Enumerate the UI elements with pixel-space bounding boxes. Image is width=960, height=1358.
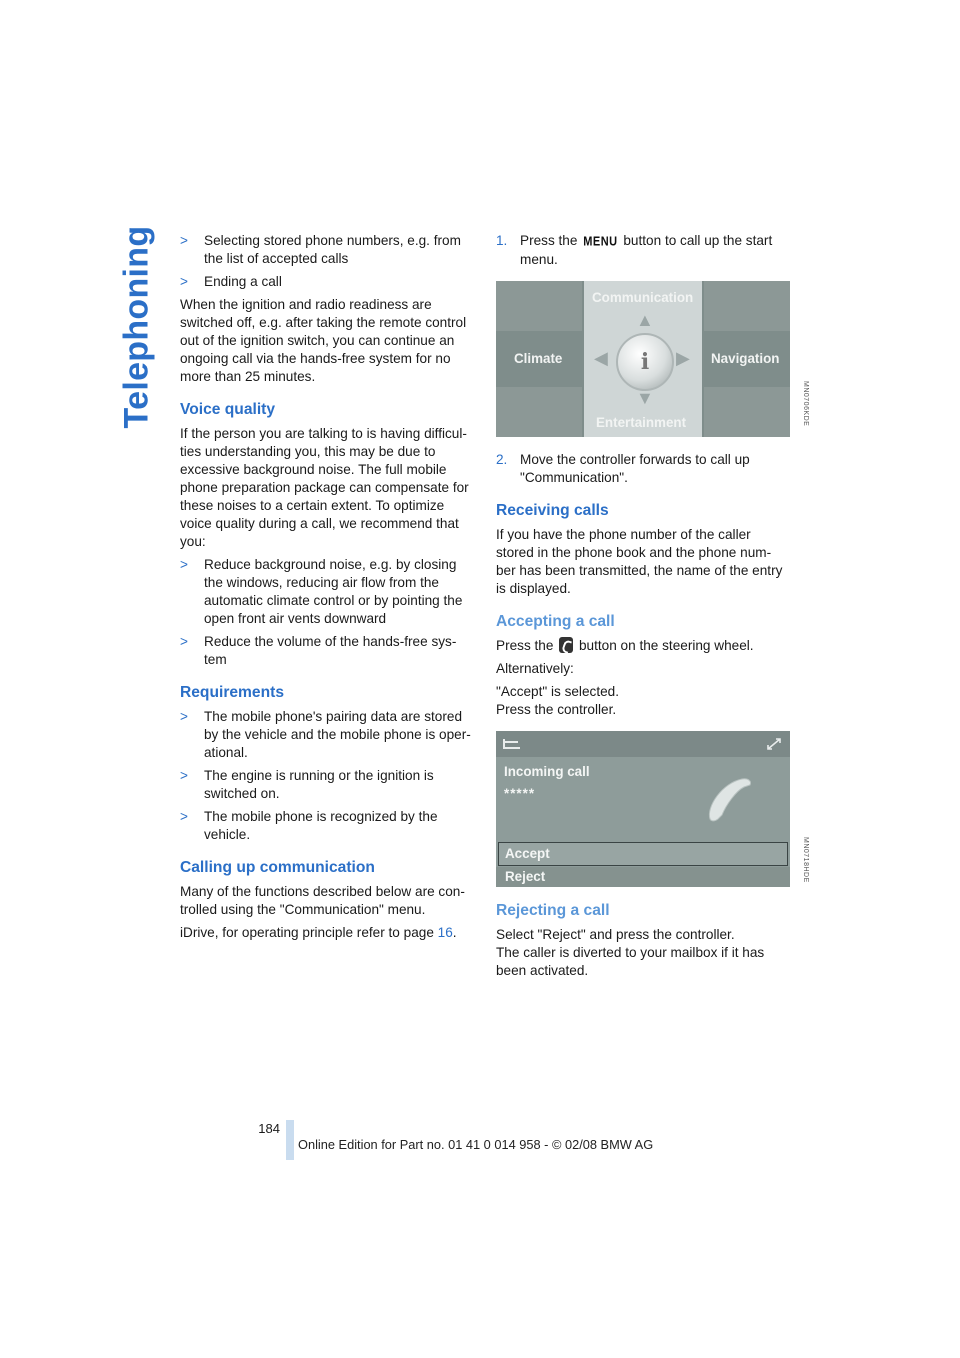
caller-number: *****	[504, 786, 536, 801]
heading-accepting-call: Accepting a call	[496, 613, 615, 630]
paragraph-alternatively: Alternatively:	[496, 661, 574, 676]
menu-communication: Communication	[592, 290, 694, 305]
phone-icon	[559, 637, 573, 653]
menu-entertainment: Entertainment	[596, 415, 687, 430]
right-column	[496, 232, 809, 985]
incoming-call-label: Incoming call	[504, 764, 590, 779]
heading-calling-up: Calling up communication	[180, 859, 375, 876]
left-column	[180, 232, 472, 947]
paragraph-accept-selected: "Accept" is selected.	[496, 684, 619, 699]
paragraph-reject-2: The caller is diverted to your mailbox if it has been activated.	[496, 945, 765, 978]
menu-button-icon: MENU	[583, 234, 618, 250]
reject-label: Reject	[505, 869, 546, 884]
list-item: > The mobile phone's pairing data are stored by the vehicle and the mobile phone is oper- ational.	[180, 709, 471, 760]
paragraph-press-button: Press the button on the steering wheel.	[496, 638, 754, 653]
phone-handset-icon	[704, 775, 756, 823]
list-item: > Reduce the volume of the hands-free sys- tem	[180, 634, 457, 667]
list-item: > Reduce background noise, e.g. by closing the windows, reducing air flow from the automatic climate control or by pointing the open front air vents downward	[180, 557, 463, 626]
menu-navigation: Navigation	[711, 351, 780, 366]
paragraph-press-controller: Press the controller.	[496, 702, 617, 717]
image-code: MN0718HDE	[802, 837, 809, 883]
list-item: > The engine is running or the ignition is switched on.	[180, 768, 434, 801]
paragraph-voice-quality: If the person you are talking to is having difficul- ties understanding you, this may be due to excessive background noise. The full mobile phone preparation package can compensate for these noises to a certain extent. To optimize voice quality during a call, we recommend that you:	[180, 426, 469, 549]
info-icon: i	[616, 333, 674, 391]
paragraph-receiving: If you have the phone number of the caller stored in the phone book and the phone num- ber has been transmitted, the name of the entry is displayed.	[496, 527, 783, 596]
footer-edition: Online Edition for Part no. 01 41 0 014 958 - © 02/08 BMW AG	[298, 1137, 654, 1152]
arrow-left-icon: ◀	[594, 348, 608, 368]
heading-voice-quality: Voice quality	[180, 401, 276, 418]
list-item: > The mobile phone is recognized by the vehicle.	[180, 809, 438, 842]
heading-receiving-calls: Receiving calls	[496, 502, 609, 519]
image-code: MN0706KDE	[802, 381, 809, 427]
page-number: 184	[258, 1121, 280, 1136]
footer-marker	[286, 1120, 294, 1160]
heading-rejecting-call: Rejecting a call	[496, 902, 610, 919]
section-title: Telephoning	[117, 225, 155, 429]
list-item: > Selecting stored phone numbers, e.g. from the list of accepted calls	[180, 233, 461, 266]
options-icon	[764, 735, 784, 753]
paragraph-reject-1: Select "Reject" and press the controller.	[496, 927, 735, 942]
paragraph-calling-up: Many of the functions described below are con- trolled using the "Communication" menu.	[180, 884, 465, 917]
list-item: > Ending a call	[180, 274, 282, 289]
heading-requirements: Requirements	[180, 684, 284, 701]
menu-climate: Climate	[514, 351, 563, 366]
step-1: 1. Press the MENU button to call up the start menu.	[496, 233, 773, 267]
step-2: 2. Move the controller forwards to call up "Communication".	[496, 452, 750, 485]
paragraph-ignition: When the ignition and radio readiness are switched off, e.g. after taking the remote control out of the ignition switch, you can continue an ongoing call via the hands-free system for no more than 25 minutes.	[180, 297, 467, 384]
back-icon	[502, 738, 522, 750]
paragraph-idrive: iDrive, for operating principle refer to page 16.	[180, 925, 457, 940]
accept-label: Accept	[505, 846, 550, 861]
incoming-call-screenshot	[496, 731, 809, 887]
arrow-down-icon: ▼	[636, 388, 654, 408]
start-menu-screenshot	[496, 281, 809, 437]
page-link[interactable]: 16	[437, 925, 453, 940]
arrow-right-icon: ▶	[676, 348, 690, 368]
arrow-up-icon: ▲	[636, 310, 654, 330]
